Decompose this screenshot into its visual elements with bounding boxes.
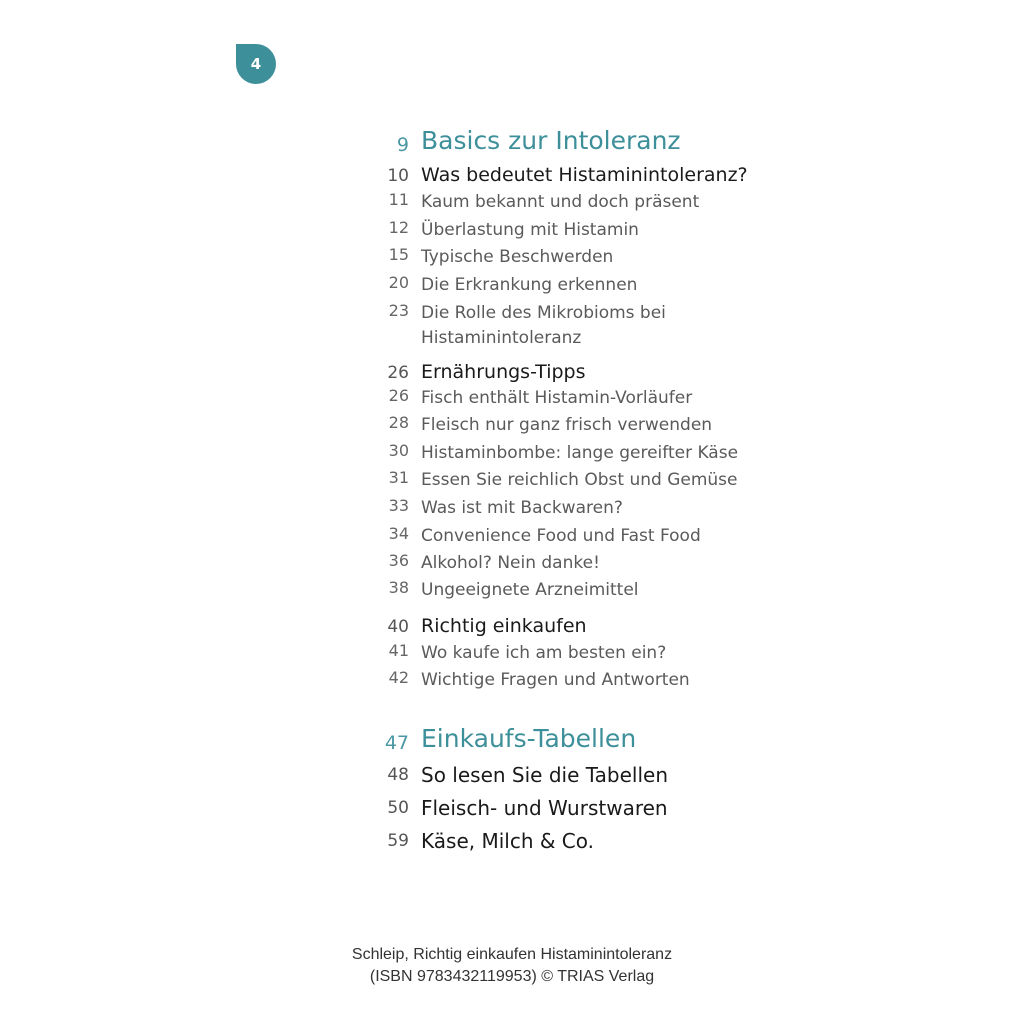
toc-page-number: 34 bbox=[388, 524, 409, 543]
toc-page-number: 26 bbox=[387, 363, 409, 383]
toc-title bbox=[421, 763, 668, 787]
toc-title bbox=[421, 551, 600, 576]
toc-title bbox=[421, 164, 748, 186]
toc-title-line: Histaminbombe: lange gereifter Käse bbox=[421, 443, 739, 463]
toc-title bbox=[421, 724, 636, 753]
toc-page-number: 36 bbox=[388, 551, 409, 570]
toc-title bbox=[421, 615, 587, 637]
toc-page-number: 59 bbox=[387, 831, 409, 851]
toc-title bbox=[421, 829, 594, 853]
toc-page-number: 23 bbox=[388, 301, 409, 320]
toc-page-number: 38 bbox=[388, 578, 409, 597]
toc-title-line: Käse, Milch & Co. bbox=[421, 829, 595, 853]
toc-title-line: Ernährungs-Tipps bbox=[421, 361, 586, 383]
toc-page-number: 33 bbox=[388, 496, 409, 515]
toc-title bbox=[421, 796, 668, 820]
toc-title-line: Kaum bekannt und doch präsent bbox=[421, 192, 700, 212]
toc-title bbox=[421, 218, 639, 243]
toc-title-line: Alkohol? Nein danke! bbox=[421, 553, 600, 573]
toc-page-number: 31 bbox=[388, 468, 409, 487]
toc-page-number: 20 bbox=[388, 273, 409, 292]
toc-title bbox=[421, 524, 701, 549]
toc-page-number: 47 bbox=[384, 732, 409, 754]
toc-title bbox=[421, 496, 623, 521]
toc-page-number: 30 bbox=[388, 441, 409, 460]
toc-page-number: 28 bbox=[388, 413, 409, 432]
toc-title bbox=[421, 386, 692, 411]
toc-page-number: 42 bbox=[388, 668, 409, 687]
toc-title-line: Typische Beschwerden bbox=[421, 247, 614, 267]
toc-page-number: 48 bbox=[387, 765, 409, 785]
toc-title bbox=[421, 441, 738, 466]
toc-title-line: Fisch enthält Histamin-Vorläufer bbox=[421, 388, 693, 408]
toc-title bbox=[421, 413, 712, 438]
toc-title-line: So lesen Sie die Tabellen bbox=[421, 763, 668, 787]
toc-title bbox=[421, 190, 699, 215]
toc-title-line: Histaminintoleranz bbox=[421, 328, 582, 348]
toc-title-line: Einkaufs-Tabellen bbox=[421, 724, 637, 753]
toc-page-number: 50 bbox=[387, 798, 409, 818]
toc-title-line: Fleisch nur ganz frisch verwenden bbox=[421, 415, 713, 435]
toc-title bbox=[421, 361, 586, 383]
toc-title-line: Fleisch- und Wurstwaren bbox=[421, 796, 668, 820]
toc-title bbox=[421, 126, 681, 155]
toc-title bbox=[421, 578, 639, 603]
toc-title-line: Die Erkrankung erkennen bbox=[421, 275, 638, 295]
toc-title-line: Richtig einkaufen bbox=[421, 615, 587, 637]
toc-page-number: 9 bbox=[396, 134, 409, 156]
toc-title-line: Überlastung mit Histamin bbox=[421, 220, 639, 240]
toc-page-number: 40 bbox=[387, 617, 409, 637]
toc-title-line: Ungeeignete Arzneimittel bbox=[421, 580, 639, 600]
toc-title bbox=[421, 641, 666, 666]
page-number-badge: 4 bbox=[236, 44, 276, 84]
toc-title bbox=[421, 468, 737, 493]
footer-line-1: Schleip, Richtig einkaufen Histaminintoleranz bbox=[351, 946, 673, 963]
toc-title bbox=[421, 273, 637, 298]
footer-line-2: (ISBN 9783432119953) © TRIAS Verlag bbox=[369, 968, 655, 985]
toc-page-number: 11 bbox=[388, 190, 409, 209]
toc-title bbox=[421, 245, 613, 270]
toc-title-line: Wo kaufe ich am besten ein? bbox=[421, 643, 667, 663]
toc-title bbox=[421, 668, 690, 693]
toc-title-line: Die Rolle des Mikrobioms bei bbox=[421, 303, 666, 323]
toc-page-number: 10 bbox=[387, 166, 409, 186]
toc-page-number: 26 bbox=[388, 386, 409, 405]
toc-title bbox=[421, 301, 666, 351]
toc-title-line: Convenience Food und Fast Food bbox=[421, 526, 701, 546]
toc-title-line: Essen Sie reichlich Obst und Gemüse bbox=[421, 470, 738, 490]
toc-page-number: 41 bbox=[388, 641, 409, 660]
toc-page-number: 12 bbox=[388, 218, 409, 237]
footer bbox=[0, 944, 1024, 988]
toc-title-line: Wichtige Fragen und Antworten bbox=[421, 670, 690, 690]
toc-title-line: Basics zur Intoleranz bbox=[421, 126, 681, 155]
toc-title-line: Was ist mit Backwaren? bbox=[421, 498, 623, 518]
toc-title-line: Was bedeutet Histaminintoleranz? bbox=[421, 164, 748, 186]
toc-page-number: 15 bbox=[388, 245, 409, 264]
